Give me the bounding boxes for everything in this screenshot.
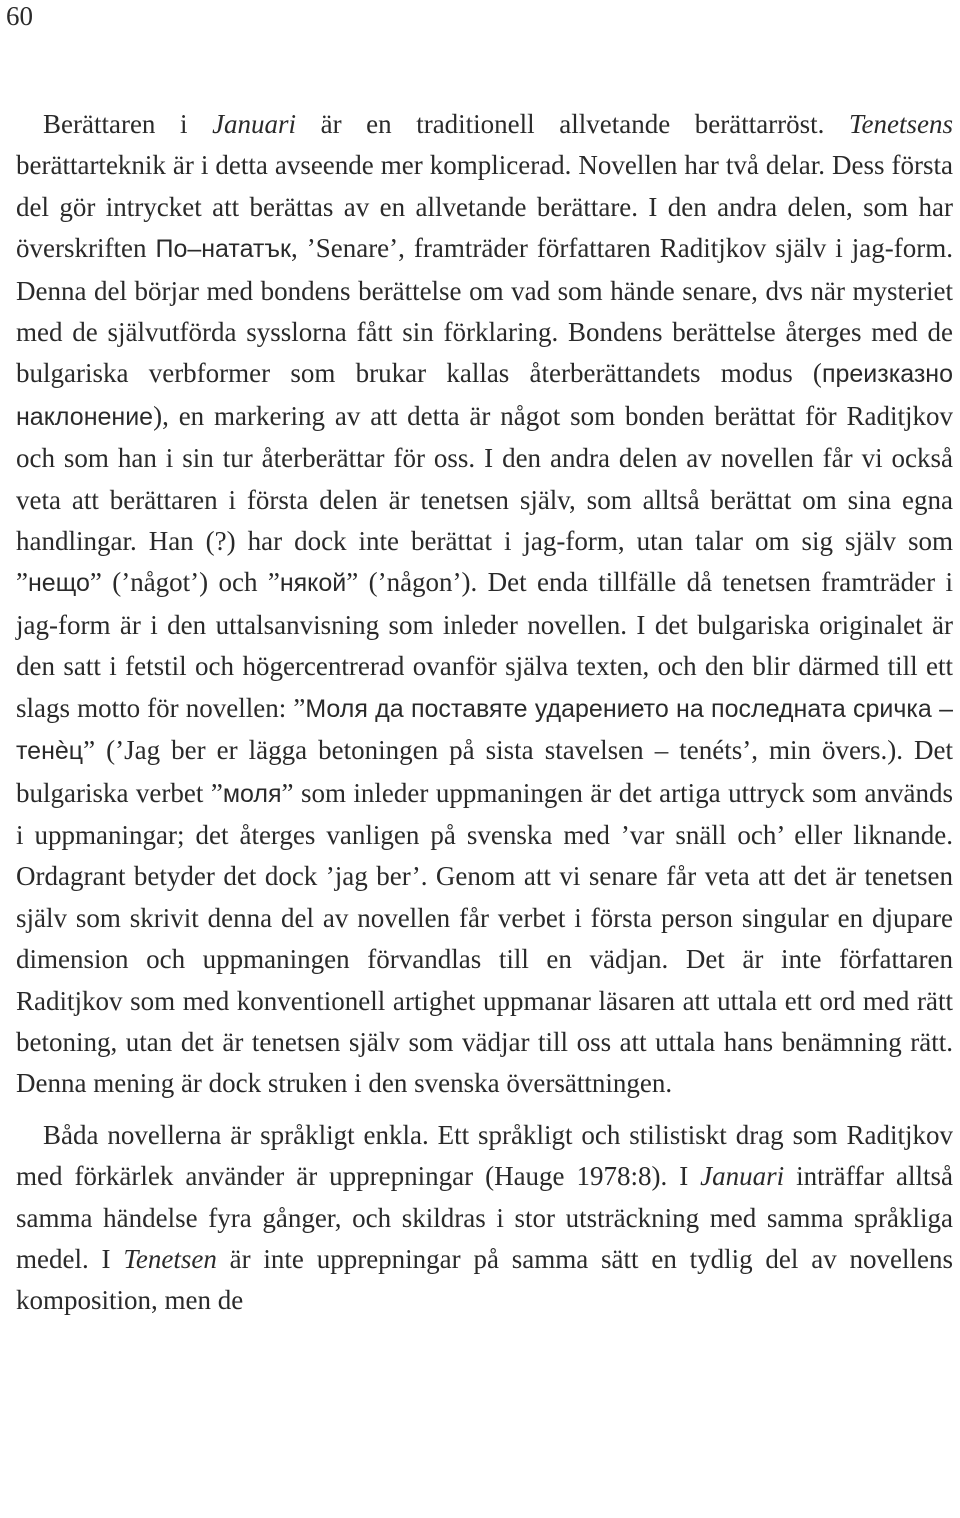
- text-run: ” (’Jag ber er lägga betoningen på sista stavelsen – tenéts’, min övers.). Det bulgariska verbet ”: [16, 735, 953, 808]
- cyrillic-quote: По–нататък: [155, 235, 291, 264]
- cyrillic-quote: преизказно наклонение: [16, 360, 953, 431]
- text-run: berättarteknik är i detta avseende mer komplicerad. Novellen har två delar. Dess första del gör intrycket att berättas av en allvetande berättare. I den andra delen, som har överskriften: [16, 150, 953, 264]
- italic-title: Tenetsens: [848, 109, 953, 139]
- italic-title: Januari: [700, 1161, 785, 1192]
- cyrillic-quote: Моля да поставяте ударението на последната сричка – тенѐц: [16, 694, 954, 766]
- paragraph-1: [16, 104, 953, 1105]
- text-run: ” (’någon’). Det enda tillfälle då tenetsen framträder i jag-form är i den uttalsanvisning som inleder novellen. I det bulgariska originalet är den satt i fetstil och högercentrerad ovanför själva texten, och den blir därmed till ett slags motto för novellen: ”: [16, 567, 953, 723]
- body-text: [16, 104, 953, 1322]
- text-run: inträffar alltså samma händelse fyra gånger, och skildras i stor utsträckning med samma språkliga medel. I: [16, 1161, 953, 1274]
- italic-title: Januari: [212, 109, 297, 139]
- cyrillic-quote: нещо: [27, 569, 90, 598]
- text-run: ” som inleder uppmaningen är det artiga uttryck som används i uppmaningar; det återges vanligen på svenska med ’var snäll och’ eller liknande. Ordagrant betyder det dock ’jag ber’. Genom att vi senare får veta att det är tenetsen själv som skrivit denna del av novellen får verbet i första person singular en djupare dimension och uppmaningen förvandlas till en vädjan. Det är inte författaren Raditjkov som med konventionell artighet uppmanar läsaren att uttala ett ord med rätt betoning, utan det är tenetsen själv som vädjar till oss att uttala hans benämning rätt. Denna mening är dock struken i den svenska översättningen.: [16, 777, 953, 1099]
- text-run: är inte upprepningar på samma sätt en tydlig del av novellens komposition, men de: [16, 1243, 953, 1316]
- text-run: Båda novellerna är språkligt enkla. Ett språkligt och stilistiskt drag som Raditjkov med förkärlek använder är upprepningar (Hauge 1978:8). I: [16, 1119, 953, 1192]
- page-number: 60: [6, 1, 33, 31]
- text-run: ), en markering av att detta är något som bonden berättat för Raditjkov och som han i sin tur återberättar för oss. I den andra delen av novellen får vi också veta att berättaren i första delen är tenetsen själv, som alltså berättat om sina egna handlingar. Han (?) har dock inte berättat i jag-form, utan talar om sig själv som ”: [16, 400, 953, 598]
- text-run: ” (’något’) och ”: [89, 567, 280, 598]
- cyrillic-quote: моля: [222, 779, 282, 808]
- cyrillic-quote: някой: [279, 569, 347, 598]
- italic-title: Tenetsen: [123, 1243, 217, 1274]
- text-run: Berättaren i: [43, 109, 213, 139]
- text-run: , ’Senare’, framträder författaren Raditjkov själv i jag-form. Denna del börjar med bondens berättelse om vad som hände senare, dvs när mysteriet med de självutförda sysslorna fått sin förklaring. Bondens berättelse återges med de bulgariska verbformer som brukar kallas återberättandets modus (: [16, 233, 954, 389]
- text-run: är en traditionell allvetande berättarröst.: [296, 109, 849, 139]
- paragraph-2: [16, 1115, 953, 1322]
